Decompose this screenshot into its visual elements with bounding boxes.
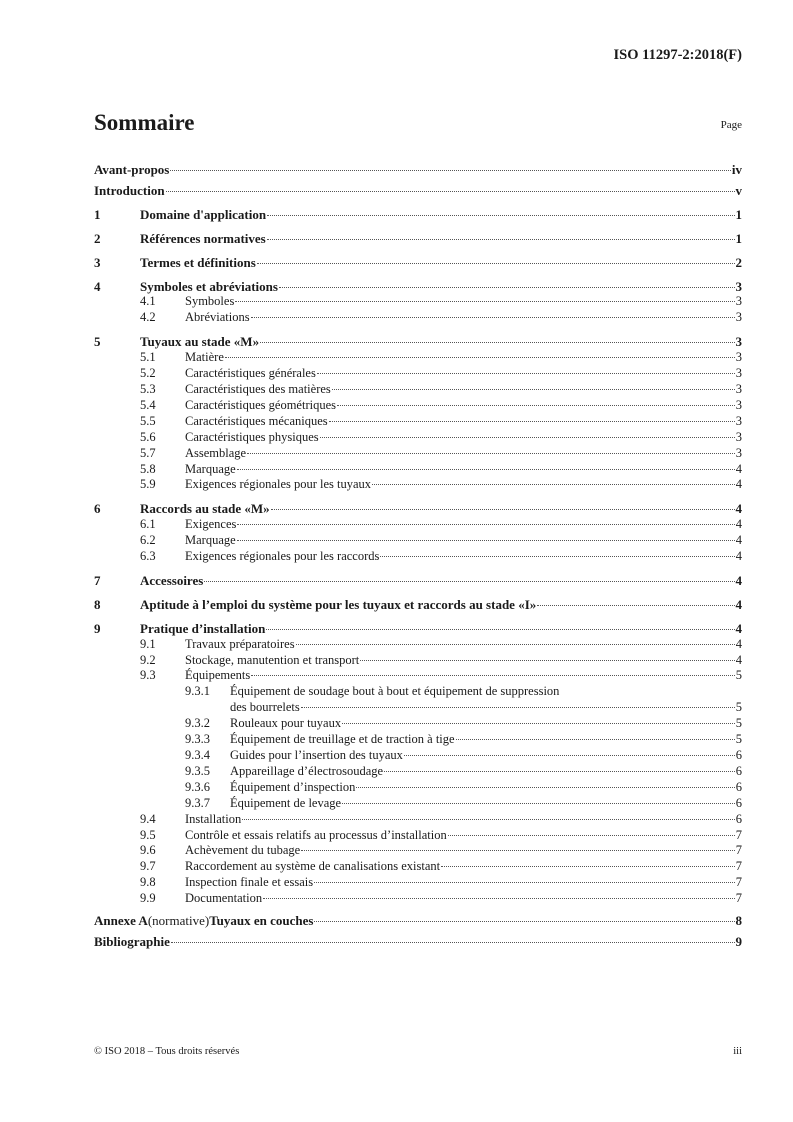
entry-page: 4	[735, 461, 742, 476]
entry-title: Abréviations	[185, 310, 250, 325]
entry-title-continuation: des bourrelets	[230, 700, 300, 715]
entry-title: Domaine d'application	[140, 206, 267, 222]
entry-page: 3	[735, 350, 742, 365]
entry-page: 6	[735, 763, 742, 778]
dot-leader	[267, 239, 735, 240]
entry-title: Matière	[185, 350, 224, 365]
entry-page: 6	[735, 779, 742, 794]
toc-entry[interactable]	[94, 597, 742, 613]
section-number: 2	[94, 230, 101, 246]
entry-page: 1	[735, 206, 742, 222]
entry-title: Équipement d’inspection	[230, 779, 356, 794]
section-number: 9.3.1	[185, 684, 210, 699]
entry-title: Exigences régionales pour les tuyaux	[185, 477, 372, 492]
toc-entry[interactable]	[94, 446, 742, 462]
footer	[94, 1046, 742, 1057]
entry-title: Équipement de treuillage et de traction à tige	[230, 732, 455, 747]
section-number: 3	[94, 254, 101, 270]
entry-page: 3	[735, 381, 742, 396]
entry-title: Installation	[185, 811, 242, 826]
entry-page: v	[735, 182, 742, 198]
toc-entry[interactable]	[94, 684, 742, 700]
dot-leader	[360, 660, 734, 661]
entry-title: Caractéristiques physiques	[185, 429, 319, 444]
section-number: 6.1	[140, 517, 156, 532]
entry-title: Caractéristiques géométriques	[185, 397, 336, 412]
toc-entry[interactable]	[94, 891, 742, 907]
section-number: 8	[94, 596, 101, 612]
section-number: 9.1	[140, 636, 156, 651]
entry-title: Assemblage	[185, 445, 247, 460]
document-id: ISO 11297-2:2018(F)	[613, 47, 742, 63]
toc-entry[interactable]	[94, 350, 742, 366]
entry-page: 4	[735, 572, 742, 588]
entry-page: 9	[735, 933, 742, 949]
entry-page: 6	[735, 748, 742, 762]
entry-page: 4	[735, 477, 742, 492]
entry-page: 8	[735, 912, 742, 928]
section-number: 6.2	[140, 533, 156, 548]
toc-entry[interactable]	[94, 430, 742, 446]
section-number: 5.3	[140, 381, 156, 396]
toc-entry[interactable]	[94, 533, 742, 549]
section-number: 9.3.4	[185, 748, 210, 762]
section-number: 5.4	[140, 397, 156, 412]
section-number: 9.9	[140, 891, 156, 906]
section-number: 9.5	[140, 827, 156, 842]
section-number: 5.9	[140, 477, 156, 492]
entry-title: Équipement de soudage bout à bout et équipement de suppression	[230, 684, 560, 699]
entry-title: Caractéristiques mécaniques	[185, 413, 328, 428]
dot-leader	[242, 819, 735, 820]
toc-entry[interactable]	[94, 414, 742, 430]
toc-entry[interactable]	[94, 334, 742, 350]
entry-title: Termes et définitions	[140, 254, 256, 270]
dot-leader	[301, 707, 735, 708]
section-number: 9.3	[140, 668, 156, 683]
entry-page: iv	[731, 161, 742, 177]
entry-title: Exigences régionales pour les raccords	[185, 549, 380, 564]
toc-entry[interactable]	[94, 637, 742, 653]
section-number: 9.3.7	[185, 795, 210, 810]
entry-page: 5	[735, 732, 742, 747]
table-of-contents	[94, 156, 742, 950]
entry-title: Marquage	[185, 461, 236, 476]
toc-entry[interactable]	[94, 462, 742, 478]
toc-entry[interactable]	[94, 501, 742, 517]
section-number: 4.2	[140, 310, 156, 325]
entry-page: 4	[735, 636, 742, 651]
section-number: 9.2	[140, 652, 156, 667]
section-number: 9.7	[140, 859, 156, 874]
toc-entry[interactable]	[94, 875, 742, 891]
section-number: 9.8	[140, 875, 156, 890]
entry-annex-type: (normative)	[147, 912, 210, 928]
toc-entry[interactable]	[94, 764, 742, 780]
dot-leader	[314, 921, 734, 922]
dot-leader	[337, 405, 735, 406]
section-number: 5.1	[140, 350, 156, 365]
entry-title: Raccords au stade «M»	[140, 501, 270, 517]
dot-leader	[279, 287, 735, 288]
entry-page: 7	[735, 843, 742, 858]
dot-leader	[448, 835, 735, 836]
entry-title: Références normatives	[140, 230, 266, 246]
dot-leader	[204, 581, 734, 582]
entry-title: Symboles et abréviations	[140, 278, 278, 294]
entry-title: Rouleaux pour tuyaux	[230, 716, 342, 731]
entry-title: Marquage	[185, 533, 236, 548]
dot-leader	[296, 644, 735, 645]
dot-leader	[235, 301, 734, 302]
entry-page: 7	[735, 827, 742, 842]
section-number: 6.3	[140, 549, 156, 564]
entry-title: Annexe A	[94, 912, 148, 928]
dot-leader	[171, 942, 735, 943]
dot-leader	[237, 540, 735, 541]
entry-title: Inspection finale et essais	[185, 875, 314, 890]
entry-page: 6	[735, 811, 742, 826]
entry-title: Introduction	[94, 182, 165, 198]
entry-title: Symboles	[185, 294, 235, 309]
entry-page: 3	[735, 278, 742, 294]
toc-entry[interactable]	[94, 231, 742, 247]
section-number: 4	[94, 278, 101, 294]
entry-title: Travaux préparatoires	[185, 636, 295, 651]
entry-page: 4	[735, 533, 742, 548]
toc-entry-continuation	[94, 700, 742, 716]
dot-leader	[247, 453, 735, 454]
dot-leader	[314, 882, 735, 883]
toc-entry[interactable]	[94, 653, 742, 669]
toc-entry[interactable]	[94, 716, 742, 732]
entry-title: Caractéristiques des matières	[185, 381, 331, 396]
toc-entry[interactable]	[94, 517, 742, 533]
toc-entry[interactable]	[94, 732, 742, 748]
entry-title: Appareillage d’électrosoudage	[230, 763, 384, 778]
dot-leader	[372, 484, 735, 485]
toc-entry[interactable]	[94, 294, 742, 310]
entry-page: 4	[735, 652, 742, 667]
entry-page: 5	[735, 668, 742, 683]
toc-entry[interactable]	[94, 828, 742, 844]
dot-leader	[380, 556, 734, 557]
entry-page: 4	[735, 549, 742, 564]
toc-entry[interactable]	[94, 913, 742, 929]
entry-page: 5	[735, 700, 742, 715]
entry-page: 2	[735, 254, 742, 270]
dot-leader	[317, 373, 735, 374]
entry-page: 6	[735, 795, 742, 810]
toc-entry[interactable]	[94, 162, 742, 178]
dot-leader	[237, 524, 734, 525]
section-number: 5.2	[140, 366, 156, 381]
dot-leader	[263, 898, 735, 899]
entry-title: Équipements	[185, 668, 251, 683]
toc-entry[interactable]	[94, 748, 742, 764]
entry-page: 7	[735, 875, 742, 890]
entry-title: Stockage, manutention et transport	[185, 652, 360, 667]
dot-leader	[342, 723, 735, 724]
entry-title: Équipement de levage	[230, 795, 342, 810]
copyright: © ISO 2018 – Tous droits réservés	[94, 1046, 240, 1057]
dot-leader	[266, 629, 734, 630]
dot-leader	[404, 755, 735, 756]
entry-page: 3	[735, 413, 742, 428]
section-number: 4.1	[140, 294, 156, 309]
section-number: 9.3.3	[185, 732, 210, 747]
section-number: 9.3.2	[185, 716, 210, 731]
toc-entry[interactable]	[94, 382, 742, 398]
toc-entry[interactable]	[94, 796, 742, 812]
dot-leader	[537, 605, 734, 606]
toc-entry[interactable]	[94, 183, 742, 199]
entry-title: Tuyaux au stade «M»	[140, 334, 260, 350]
dot-leader	[332, 389, 735, 390]
dot-leader	[320, 437, 735, 438]
entry-title: Exigences	[185, 517, 237, 532]
dot-leader	[329, 421, 735, 422]
dot-leader	[260, 342, 734, 343]
section-number: 1	[94, 206, 101, 222]
toc-entry[interactable]	[94, 812, 742, 828]
dot-leader	[225, 357, 735, 358]
entry-page: 1	[735, 230, 742, 246]
entry-page: 3	[735, 334, 742, 350]
entry-page: 4	[735, 517, 742, 532]
toc-entry[interactable]	[94, 207, 742, 223]
section-number: 9.4	[140, 811, 156, 826]
section-number: 5.8	[140, 461, 156, 476]
entry-annex-title: Tuyaux en couches	[209, 912, 314, 928]
entry-title: Bibliographie	[94, 933, 170, 949]
section-number: 5.5	[140, 413, 156, 428]
toc-entry[interactable]	[94, 573, 742, 589]
dot-leader	[251, 675, 734, 676]
entry-page: 4	[735, 501, 742, 517]
toc-entry[interactable]	[94, 477, 742, 493]
section-number: 9.6	[140, 843, 156, 858]
toc-entry[interactable]	[94, 621, 742, 637]
dot-leader	[271, 509, 735, 510]
dot-leader	[301, 850, 735, 851]
section-number: 9	[94, 620, 101, 636]
entry-page: 4	[735, 620, 742, 636]
toc-entry[interactable]	[94, 398, 742, 414]
dot-leader	[166, 191, 735, 192]
section-number: 5.6	[140, 429, 156, 444]
entry-page: 3	[735, 294, 742, 309]
entry-title: Documentation	[185, 891, 263, 906]
section-number: 5.7	[140, 445, 156, 460]
toc-entry[interactable]	[94, 780, 742, 796]
page-title: Sommaire	[94, 110, 195, 135]
entry-title: Raccordement au système de canalisations existant	[185, 859, 441, 874]
dot-leader	[456, 739, 735, 740]
toc-entry[interactable]	[94, 859, 742, 875]
entry-title: Pratique d’installation	[140, 620, 266, 636]
dot-leader	[267, 215, 734, 216]
toc-entry[interactable]	[94, 255, 742, 271]
dot-leader	[441, 866, 735, 867]
toc-entry[interactable]	[94, 843, 742, 859]
entry-title: Avant-propos	[94, 161, 170, 177]
toc-entry[interactable]	[94, 310, 742, 326]
page-column-label: Page	[720, 119, 742, 131]
dot-leader	[257, 263, 735, 264]
dot-leader	[170, 170, 731, 171]
entry-page: 3	[735, 445, 742, 460]
entry-page: 5	[735, 716, 742, 731]
entry-page: 3	[735, 397, 742, 412]
entry-page: 3	[735, 310, 742, 325]
entry-title: Achèvement du tubage	[185, 843, 301, 858]
page-number: iii	[733, 1046, 742, 1057]
toc-entry[interactable]	[94, 279, 742, 295]
section-number: 6	[94, 501, 101, 517]
section-number: 9.3.6	[185, 779, 210, 794]
dot-leader	[251, 317, 735, 318]
entry-page: 7	[735, 859, 742, 874]
entry-title: Aptitude à l’emploi du système pour les tuyaux et raccords au stade «I»	[140, 596, 537, 612]
section-number: 7	[94, 572, 101, 588]
dot-leader	[356, 787, 734, 788]
section-number: 5	[94, 334, 101, 350]
entry-page: 7	[735, 891, 742, 906]
entry-title: Guides pour l’insertion des tuyaux	[230, 748, 403, 762]
entry-title: Accessoires	[140, 572, 204, 588]
entry-page: 4	[735, 596, 742, 612]
dot-leader	[237, 469, 735, 470]
toc-entry[interactable]	[94, 934, 742, 950]
toc-entry[interactable]	[94, 366, 742, 382]
toc-entry[interactable]	[94, 668, 742, 684]
dot-leader	[384, 771, 735, 772]
section-number: 9.3.5	[185, 763, 210, 778]
toc-entry[interactable]	[94, 549, 742, 565]
entry-title: Contrôle et essais relatifs au processus d’installation	[185, 827, 447, 842]
entry-title: Caractéristiques générales	[185, 366, 316, 381]
entry-page: 3	[735, 366, 742, 381]
entry-page: 3	[735, 429, 742, 444]
dot-leader	[342, 803, 735, 804]
